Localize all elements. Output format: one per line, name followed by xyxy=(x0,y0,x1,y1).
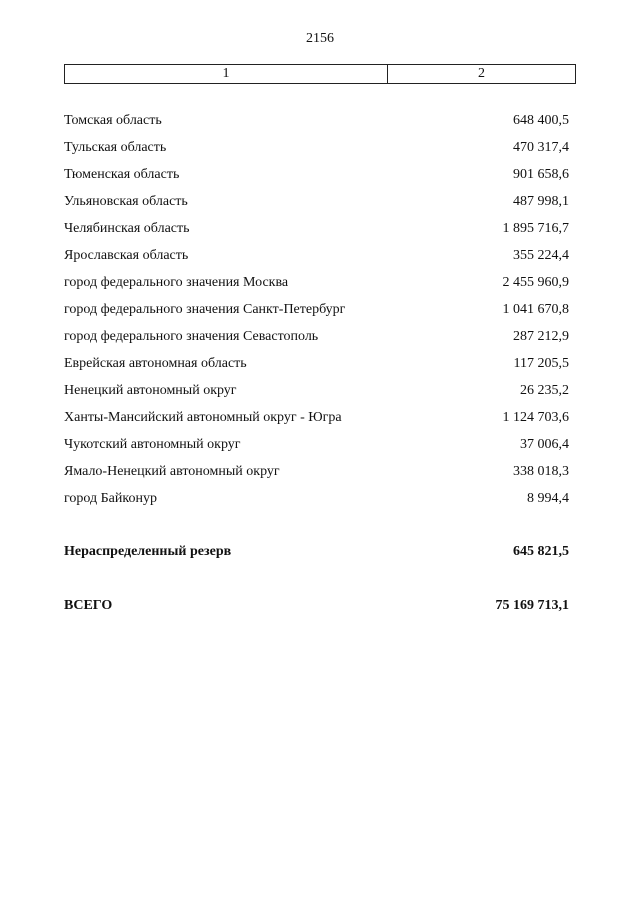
region-name: Еврейская автономная область xyxy=(64,356,247,371)
region-name: Тульская область xyxy=(64,140,167,155)
region-name: Чукотский автономный округ xyxy=(64,437,241,452)
column-header-2: 2 xyxy=(478,66,485,81)
reserve-value: 645 821,5 xyxy=(513,544,569,559)
page-number: 2156 xyxy=(306,31,334,46)
region-value: 1 895 716,7 xyxy=(502,221,569,236)
table-row xyxy=(64,269,569,296)
region-name: Ненецкий автономный округ xyxy=(64,383,237,398)
region-value: 117 205,5 xyxy=(513,356,569,371)
table-row xyxy=(64,215,569,242)
column-header-1: 1 xyxy=(65,65,388,83)
table-row xyxy=(64,431,569,458)
region-name: Ханты-Мансийский автономный округ - Югра xyxy=(64,410,342,425)
region-value: 37 006,4 xyxy=(520,437,569,452)
region-value: 1 124 703,6 xyxy=(502,410,569,425)
region-name: город федерального значения Санкт-Петербург xyxy=(64,302,346,317)
region-name: Томская область xyxy=(64,113,162,128)
region-name: Ямало-Ненецкий автономный округ xyxy=(64,464,280,479)
total-row xyxy=(64,592,569,619)
region-value: 287 212,9 xyxy=(513,329,569,344)
reserve-label: Нераспределенный резерв xyxy=(64,544,232,559)
table-row xyxy=(64,485,569,512)
region-name: Ярославская область xyxy=(64,248,189,263)
table-row xyxy=(64,377,569,404)
total-label: ВСЕГО xyxy=(64,598,113,613)
region-value: 8 994,4 xyxy=(527,491,569,506)
region-value: 1 041 670,8 xyxy=(502,302,569,317)
total-value: 75 169 713,1 xyxy=(495,598,569,613)
region-name: город федерального значения Москва xyxy=(64,275,289,290)
region-name: Тюменская область xyxy=(64,167,180,182)
table-row xyxy=(64,161,569,188)
table-row xyxy=(64,458,569,485)
region-value: 26 235,2 xyxy=(520,383,569,398)
region-name: Ульяновская область xyxy=(64,194,188,209)
table-row xyxy=(64,350,569,377)
table-row xyxy=(64,242,569,269)
region-value: 2 455 960,9 xyxy=(502,275,569,290)
region-name: город федерального значения Севастополь xyxy=(64,329,319,344)
region-name: город Байконур xyxy=(64,491,157,506)
table-row xyxy=(64,188,569,215)
region-table xyxy=(64,107,569,512)
table-row xyxy=(64,323,569,350)
region-name: Челябинская область xyxy=(64,221,190,236)
region-value: 901 658,6 xyxy=(513,167,569,182)
reserve-row xyxy=(64,538,569,565)
table-header xyxy=(64,64,576,84)
table-row xyxy=(64,134,569,161)
region-value: 338 018,3 xyxy=(513,464,569,479)
region-value: 355 224,4 xyxy=(513,248,569,263)
region-value: 487 998,1 xyxy=(513,194,569,209)
region-value: 470 317,4 xyxy=(513,140,569,155)
table-row xyxy=(64,107,569,134)
region-value: 648 400,5 xyxy=(513,113,569,128)
table-row xyxy=(64,404,569,431)
table-row xyxy=(64,296,569,323)
